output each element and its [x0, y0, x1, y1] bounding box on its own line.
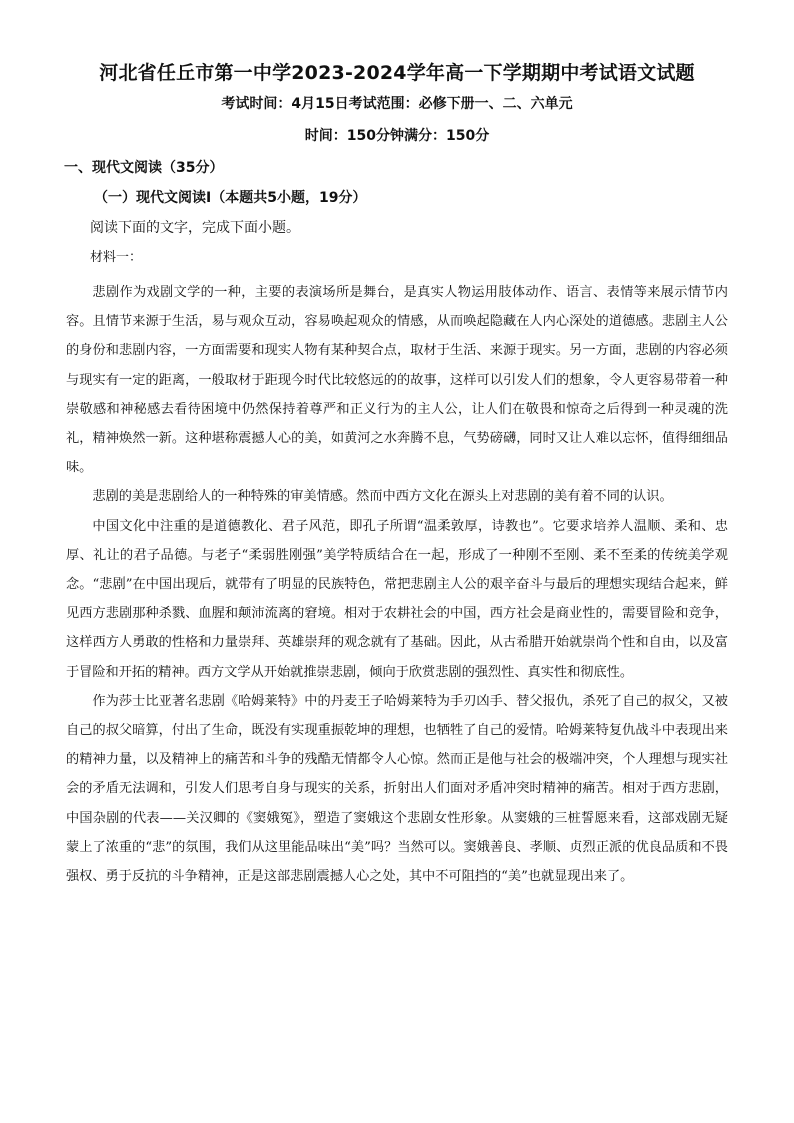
paragraph: 作为莎士比亚著名悲剧《哈姆莱特》中的丹麦王子哈姆莱特为手刃凶手、替父报仇，杀死了自己的叔父，又被自己的叔父暗算，付出了生命，既没有实现重振乾坤的理想，也牺牲了自己的爱情。哈姆莱特复仇战斗中表现出来的精神力量，以及精神上的痛苦和斗争的残酷无情都令人心惊。然而正是他与社会的极端冲突，个人理想与现实社会的矛盾无法调和，引发人们思考自身与现实的关系，折射出人们面对矛盾冲突时精神的痛苦。相对于西方悲剧，中国杂剧的代表——关汉卿的《窦娥冤》，塑造了窦娥这个悲剧女性形象。从窦娥的三桩誓愿来看，这部戏剧无疑蒙上了浓重的“悲”的氛围，我们从这里能品味出“美”吗？当然可以。窦娥善良、孝顺、贞烈正派的优良品质和不畏强权、勇于反抗的斗争精神，正是这部悲剧震撼人心之处，其中不可阻挡的“美”也就显现出来了。	[66, 693, 728, 885]
paragraph: 悲剧的美是悲剧给人的一种特殊的审美情感。然而中西方文化在源头上对悲剧的美有着不同的认识。	[92, 489, 673, 505]
document-title: 河北省任丘市第一中学2023-2024学年高一下学期期中考试语文试题	[99, 62, 695, 84]
paragraph: 中国文化中注重的是道德教化、君子风范，即孔子所谓“温柔敦厚，诗教也”。它要求培养人温顺、柔和、忠厚、礼让的君子品德。与老子“柔弱胜刚强”美学特质结合在一起，形成了一种刚不至刚、柔不至柔的传统美学观念。“悲剧”在中国出现后，就带有了明显的民族特色，常把悲剧主人公的艰辛奋斗与最后的理想实现结合起来，鲜见西方悲剧那种杀戮、血腥和颠沛流离的窘境。相对于农耕社会的中国，西方社会是商业性的，需要冒险和竞争，这样西方人勇敢的性格和力量崇拜、英雄崇拜的观念就有了基础。因此，从古希腊开始就崇尚个性和自由，以及富于冒险和开拓的精神。西方文学从开始就推崇悲剧，倾向于欣赏悲剧的强烈性、真实性和彻底性。	[66, 518, 728, 680]
subsection-heading: （一）现代文阅读Ⅰ（本题共5小题，19分）	[94, 190, 367, 206]
paragraph: 悲剧作为戏剧文学的一种，主要的表演场所是舞台，是真实人物运用肢体动作、语言、表情等来展示情节内容。且情节来源于生活，易与观众互动，容易唤起观众的情感，从而唤起隐藏在人内心深处的道德感。悲剧主人公的身份和悲剧内容，一方面需要和现实人物有某种契合点，取材于生活、来源于现实。另一方面，悲剧的内容必须与现实有一定的距离，一般取材于距现今时代比较悠远的的故事，这样可以引发人们的想象，令人更容易带着一种崇敬感和神秘感去看待困境中仍然保持着尊严和正义行为的主人公，让人们在敬畏和惊奇之后得到一种灵魂的洗礼，精神焕然一新。这种堪称震撼人心的美，如黄河之水奔腾不息，气势磅礴，同时又让人难以忘怀，值得细细品味。	[66, 285, 728, 476]
section-heading: 一、现代文阅读（35分）	[64, 160, 224, 176]
material-label: 材料一：	[90, 250, 143, 265]
reading-instruction: 阅读下面的文字，完成下面小题。	[90, 220, 300, 236]
exam-info: 考试时间：4月15日考试范围：必修下册一、二、六单元	[221, 96, 573, 112]
time-score-info: 时间：150分钟满分：150分	[304, 128, 490, 144]
